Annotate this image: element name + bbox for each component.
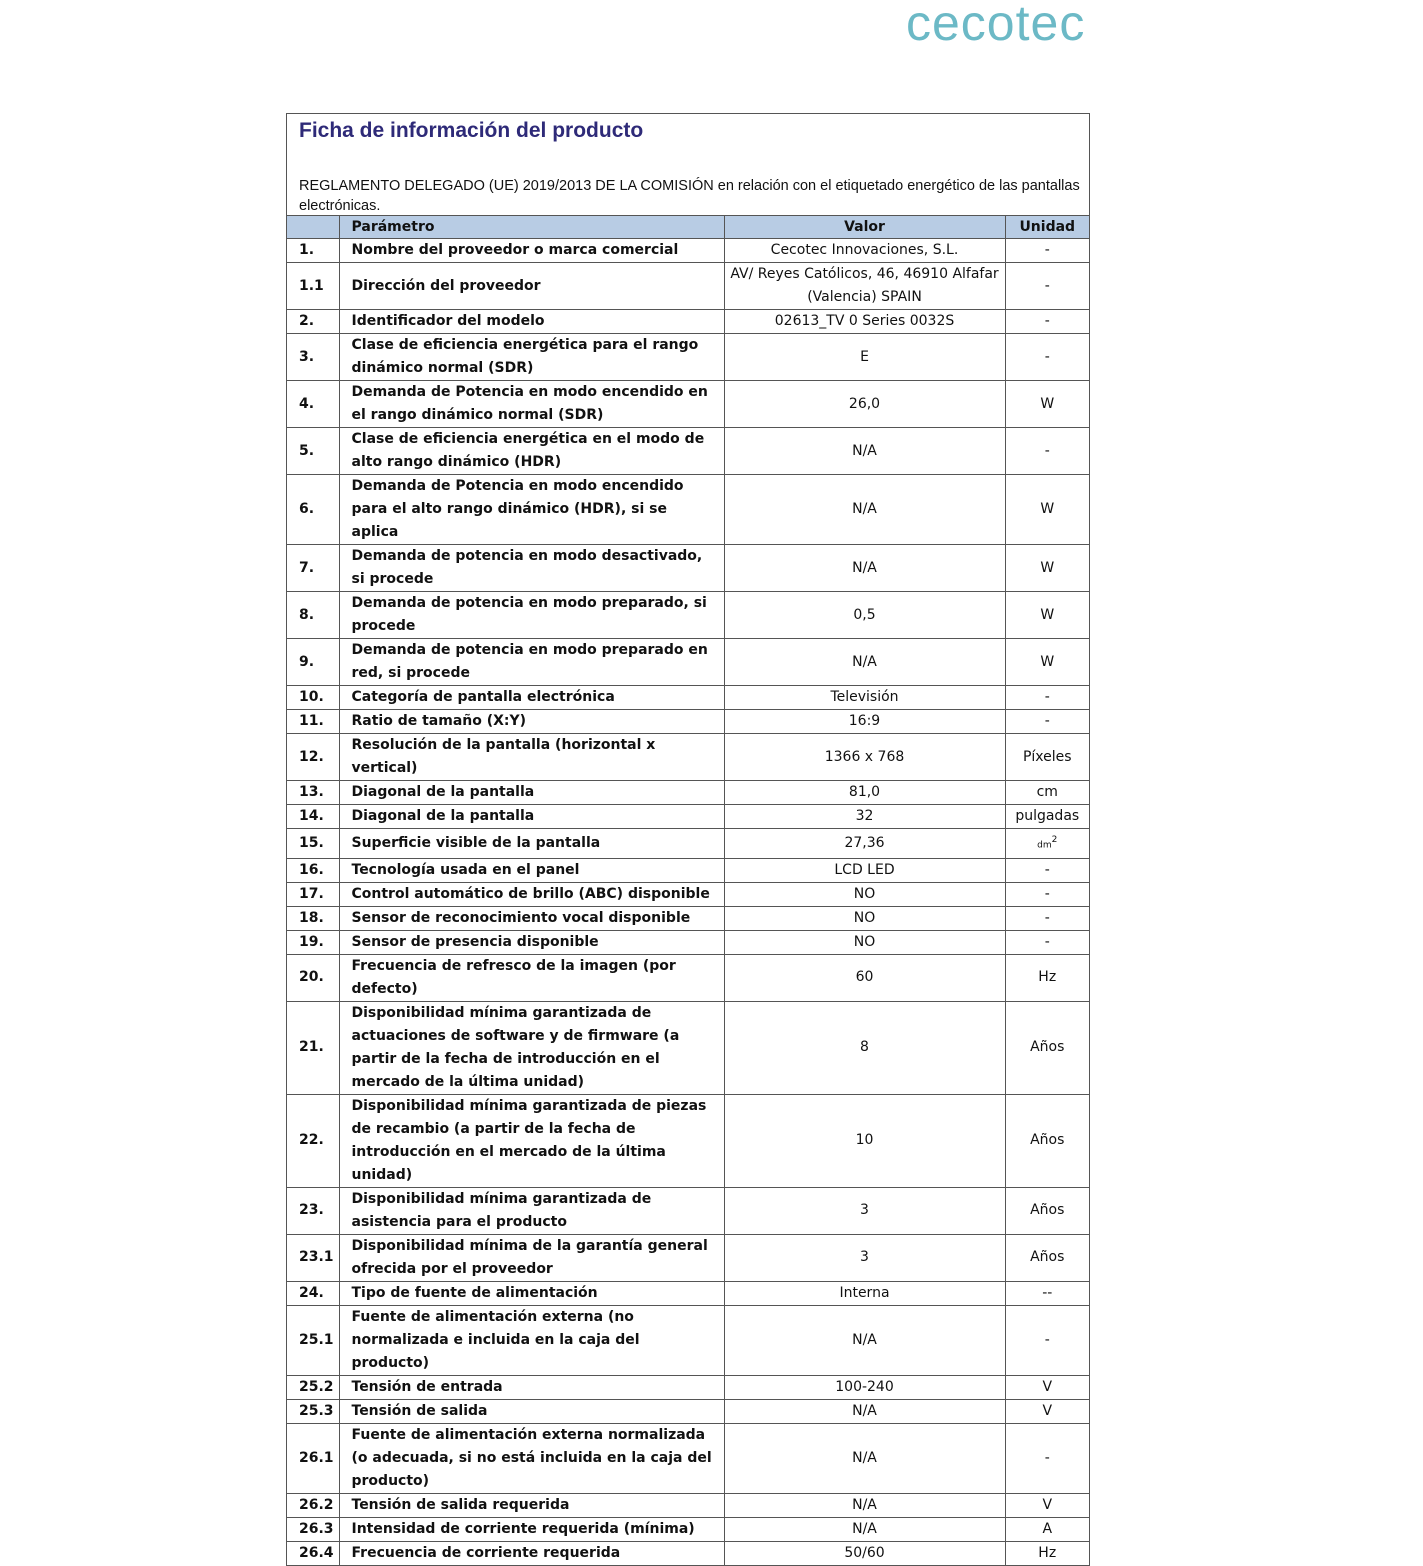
row-parameter: Tensión de entrada <box>339 1375 724 1399</box>
table-row <box>287 1234 1089 1281</box>
table-row <box>287 686 1089 710</box>
table-row <box>287 1493 1089 1517</box>
row-value: 0,5 <box>724 592 1005 639</box>
row-parameter: Diagonal de la pantalla <box>339 805 724 829</box>
table-row <box>287 428 1089 475</box>
row-value: 50/60 <box>724 1541 1005 1565</box>
table-row <box>287 381 1089 428</box>
row-parameter: Disponibilidad mínima garantizada de actuaciones de software y de firmware (a partir de la fecha de introducción en el mercado de la última unidad) <box>339 1001 724 1094</box>
table-row <box>287 1375 1089 1399</box>
row-number: 13. <box>287 781 339 805</box>
row-parameter: Nombre del proveedor o marca comercial <box>339 239 724 263</box>
table-row <box>287 734 1089 781</box>
table-row <box>287 858 1089 882</box>
row-value: 32 <box>724 805 1005 829</box>
row-number: 25.1 <box>287 1305 339 1375</box>
row-value: 02613_TV 0 Series 0032S <box>724 310 1005 334</box>
table-row <box>287 805 1089 829</box>
row-parameter: Tensión de salida <box>339 1399 724 1423</box>
row-number: 11. <box>287 710 339 734</box>
table-row <box>287 475 1089 545</box>
row-number: 26.3 <box>287 1517 339 1541</box>
row-number: 19. <box>287 930 339 954</box>
row-number: 24. <box>287 1281 339 1305</box>
row-parameter: Fuente de alimentación externa normalizada (o adecuada, si no está incluida en la caja del producto) <box>339 1423 724 1493</box>
row-unit: W <box>1005 639 1089 686</box>
row-number: 2. <box>287 310 339 334</box>
row-value: NO <box>724 930 1005 954</box>
row-unit: W <box>1005 592 1089 639</box>
row-number: 17. <box>287 882 339 906</box>
table-row <box>287 1094 1089 1187</box>
table-row <box>287 592 1089 639</box>
row-parameter: Disponibilidad mínima garantizada de asistencia para el producto <box>339 1187 724 1234</box>
table-row <box>287 829 1089 859</box>
table-row <box>287 263 1089 310</box>
header-value: Valor <box>724 216 1005 239</box>
row-value: 8 <box>724 1001 1005 1094</box>
table-row <box>287 310 1089 334</box>
row-unit: Años <box>1005 1001 1089 1094</box>
row-value: 16:9 <box>724 710 1005 734</box>
table-header-row <box>287 216 1089 239</box>
row-parameter: Frecuencia de refresco de la imagen (por defecto) <box>339 954 724 1001</box>
row-parameter: Dirección del proveedor <box>339 263 724 310</box>
row-unit: V <box>1005 1493 1089 1517</box>
row-parameter: Ratio de tamaño (X:Y) <box>339 710 724 734</box>
row-number: 10. <box>287 686 339 710</box>
table-row <box>287 1423 1089 1493</box>
row-number: 7. <box>287 545 339 592</box>
row-unit: Hz <box>1005 1541 1089 1565</box>
row-number: 15. <box>287 829 339 859</box>
row-parameter: Demanda de Potencia en modo encendido para el alto rango dinámico (HDR), si se aplica <box>339 475 724 545</box>
table-row <box>287 334 1089 381</box>
product-info-sheet <box>286 113 1090 1566</box>
table-row <box>287 239 1089 263</box>
row-value: 27,36 <box>724 829 1005 859</box>
row-unit: Hz <box>1005 954 1089 1001</box>
row-unit: - <box>1005 906 1089 930</box>
row-value: 26,0 <box>724 381 1005 428</box>
row-unit: - <box>1005 686 1089 710</box>
row-parameter: Diagonal de la pantalla <box>339 781 724 805</box>
row-unit: Años <box>1005 1187 1089 1234</box>
table-row <box>287 1305 1089 1375</box>
row-number: 12. <box>287 734 339 781</box>
row-number: 8. <box>287 592 339 639</box>
row-unit: cm <box>1005 781 1089 805</box>
table-row <box>287 1541 1089 1565</box>
row-value: N/A <box>724 1399 1005 1423</box>
row-number: 9. <box>287 639 339 686</box>
row-unit: - <box>1005 710 1089 734</box>
row-value: NO <box>724 906 1005 930</box>
row-number: 23. <box>287 1187 339 1234</box>
regulation-text: REGLAMENTO DELEGADO (UE) 2019/2013 DE LA COMISIÓN en relación con el etiquetado energético de las pantallas electrónicas. <box>299 178 1080 214</box>
row-value: N/A <box>724 1517 1005 1541</box>
row-parameter: Demanda de potencia en modo preparado en red, si procede <box>339 639 724 686</box>
row-unit: Píxeles <box>1005 734 1089 781</box>
row-number: 25.3 <box>287 1399 339 1423</box>
row-number: 26.4 <box>287 1541 339 1565</box>
row-value: 60 <box>724 954 1005 1001</box>
table-row <box>287 545 1089 592</box>
table-row <box>287 1399 1089 1423</box>
row-unit: V <box>1005 1375 1089 1399</box>
row-unit: - <box>1005 239 1089 263</box>
row-value: 3 <box>724 1234 1005 1281</box>
row-value: N/A <box>724 1305 1005 1375</box>
row-unit: - <box>1005 334 1089 381</box>
row-number: 5. <box>287 428 339 475</box>
row-number: 20. <box>287 954 339 1001</box>
row-parameter: Demanda de potencia en modo preparado, si procede <box>339 592 724 639</box>
row-parameter: Disponibilidad mínima garantizada de piezas de recambio (a partir de la fecha de introducción en el mercado de la última unidad) <box>339 1094 724 1187</box>
row-parameter: Intensidad de corriente requerida (mínima) <box>339 1517 724 1541</box>
row-unit: - <box>1005 263 1089 310</box>
row-number: 25.2 <box>287 1375 339 1399</box>
row-unit: W <box>1005 475 1089 545</box>
row-number: 21. <box>287 1001 339 1094</box>
row-number: 6. <box>287 475 339 545</box>
header-param: Parámetro <box>339 216 724 239</box>
row-number: 18. <box>287 906 339 930</box>
row-number: 26.2 <box>287 1493 339 1517</box>
row-parameter: Sensor de presencia disponible <box>339 930 724 954</box>
row-parameter: Fuente de alimentación externa (no normalizada e incluida en la caja del producto) <box>339 1305 724 1375</box>
row-number: 16. <box>287 858 339 882</box>
row-parameter: Identificador del modelo <box>339 310 724 334</box>
table-row <box>287 906 1089 930</box>
row-value: AV/ Reyes Católicos, 46, 46910 Alfafar (Valencia) SPAIN <box>724 263 1005 310</box>
row-unit: W <box>1005 545 1089 592</box>
row-number: 1. <box>287 239 339 263</box>
row-parameter: Resolución de la pantalla (horizontal x vertical) <box>339 734 724 781</box>
row-number: 1.1 <box>287 263 339 310</box>
row-number: 3. <box>287 334 339 381</box>
row-number: 4. <box>287 381 339 428</box>
row-number: 26.1 <box>287 1423 339 1493</box>
row-value: 1366 x 768 <box>724 734 1005 781</box>
row-parameter: Clase de eficiencia energética para el rango dinámico normal (SDR) <box>339 334 724 381</box>
row-unit: - <box>1005 1423 1089 1493</box>
row-number: 22. <box>287 1094 339 1187</box>
table-row <box>287 1517 1089 1541</box>
row-unit: - <box>1005 428 1089 475</box>
row-value: N/A <box>724 545 1005 592</box>
row-value: N/A <box>724 1493 1005 1517</box>
sheet-title: Ficha de información del producto <box>299 119 644 142</box>
row-value: Televisión <box>724 686 1005 710</box>
row-parameter: Demanda de potencia en modo desactivado, si procede <box>339 545 724 592</box>
row-value: N/A <box>724 639 1005 686</box>
row-value: Interna <box>724 1281 1005 1305</box>
row-value: LCD LED <box>724 858 1005 882</box>
row-number: 14. <box>287 805 339 829</box>
row-parameter: Clase de eficiencia energética en el modo de alto rango dinámico (HDR) <box>339 428 724 475</box>
table-row <box>287 781 1089 805</box>
row-unit: - <box>1005 1305 1089 1375</box>
row-parameter: Control automático de brillo (ABC) disponible <box>339 882 724 906</box>
row-parameter: Tecnología usada en el panel <box>339 858 724 882</box>
header-unit: Unidad <box>1005 216 1089 239</box>
row-unit: pulgadas <box>1005 805 1089 829</box>
table-row <box>287 882 1089 906</box>
row-value: N/A <box>724 475 1005 545</box>
row-parameter: Disponibilidad mínima de la garantía general ofrecida por el proveedor <box>339 1234 724 1281</box>
row-unit: - <box>1005 858 1089 882</box>
table-row <box>287 710 1089 734</box>
row-value: N/A <box>724 428 1005 475</box>
row-parameter: Tipo de fuente de alimentación <box>339 1281 724 1305</box>
row-parameter: Demanda de Potencia en modo encendido en el rango dinámico normal (SDR) <box>339 381 724 428</box>
table-row <box>287 954 1089 1001</box>
row-value: E <box>724 334 1005 381</box>
row-unit: $dm^2$ <box>1005 829 1089 859</box>
row-value: 3 <box>724 1187 1005 1234</box>
row-number: 23.1 <box>287 1234 339 1281</box>
table-row <box>287 1281 1089 1305</box>
row-unit: Años <box>1005 1094 1089 1187</box>
row-parameter: Categoría de pantalla electrónica <box>339 686 724 710</box>
row-parameter: Superficie visible de la pantalla <box>339 829 724 859</box>
row-unit: W <box>1005 381 1089 428</box>
row-parameter: Tensión de salida requerida <box>339 1493 724 1517</box>
row-unit: - <box>1005 882 1089 906</box>
table-row <box>287 1187 1089 1234</box>
row-value: Cecotec Innovaciones, S.L. <box>724 239 1005 263</box>
cecotec-logo: cecotec <box>906 0 1086 51</box>
header-num <box>287 216 339 239</box>
product-info-table <box>287 215 1089 1565</box>
row-value: NO <box>724 882 1005 906</box>
row-value: 100-240 <box>724 1375 1005 1399</box>
row-unit: - <box>1005 930 1089 954</box>
table-row <box>287 639 1089 686</box>
row-unit: A <box>1005 1517 1089 1541</box>
table-row <box>287 930 1089 954</box>
row-unit: -- <box>1005 1281 1089 1305</box>
row-unit: V <box>1005 1399 1089 1423</box>
row-parameter: Sensor de reconocimiento vocal disponible <box>339 906 724 930</box>
table-row <box>287 1001 1089 1094</box>
row-unit: - <box>1005 310 1089 334</box>
row-value: 81,0 <box>724 781 1005 805</box>
row-parameter: Frecuencia de corriente requerida <box>339 1541 724 1565</box>
row-value: 10 <box>724 1094 1005 1187</box>
row-unit: Años <box>1005 1234 1089 1281</box>
row-value: N/A <box>724 1423 1005 1493</box>
